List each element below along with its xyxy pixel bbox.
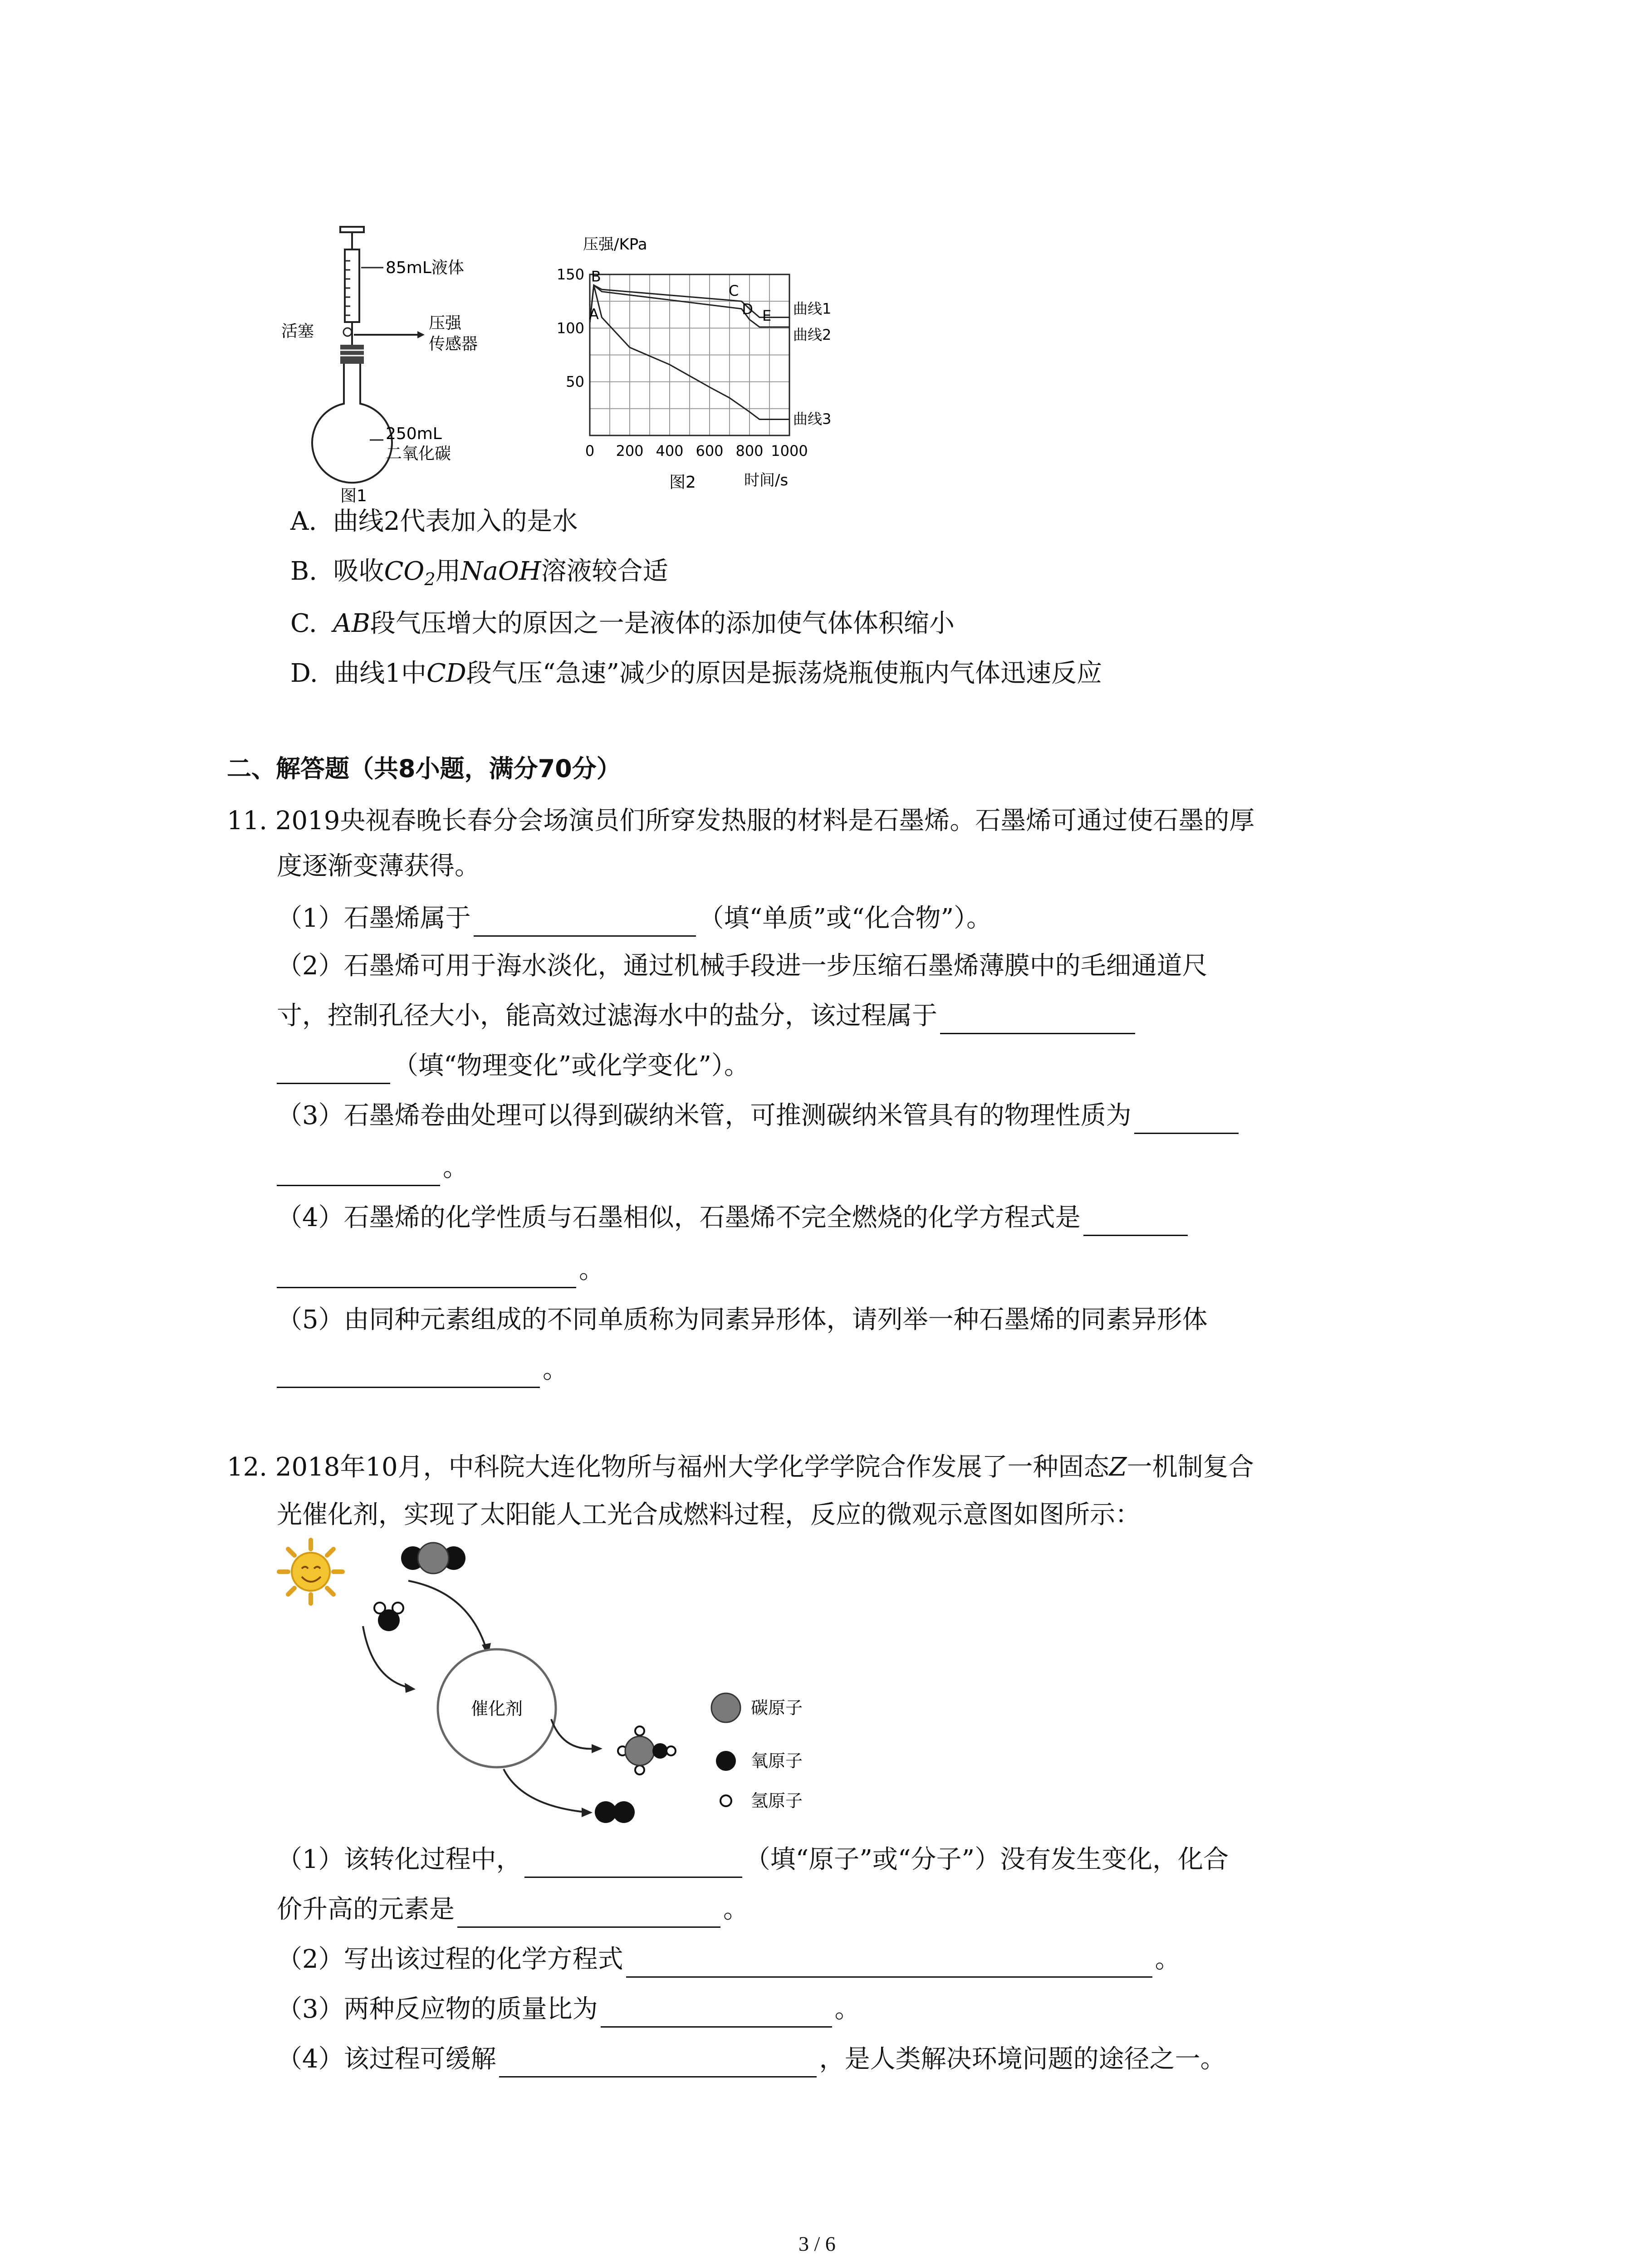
x-tick-label: 400 [656, 442, 684, 459]
sun-icon [279, 1540, 343, 1603]
y-axis-label: 压强/KPa [583, 235, 647, 254]
series-label: 曲线2 [793, 326, 832, 343]
o2-molecule [595, 1801, 635, 1823]
question-text: 寸，控制孔径大小，能高效过滤海水中的盐分，该过程属于 [277, 1001, 937, 1031]
question-text: 价升高的元素是 [277, 1895, 455, 1924]
q11-blank3a[interactable] [1134, 1106, 1239, 1134]
option-text: 吸收 [333, 557, 384, 586]
question-number: 11. [227, 806, 268, 836]
q12-blank4[interactable] [499, 2050, 817, 2077]
series-label: 曲线1 [793, 300, 832, 318]
q12-blank2[interactable] [626, 1950, 1152, 1978]
legend-oxygen-label: 氧原子 [751, 1751, 803, 1771]
x-tick-label: 0 [585, 442, 595, 459]
q11-blank3b[interactable] [277, 1158, 440, 1186]
question-text: 。 [543, 1355, 568, 1384]
x-tick-label: 1000 [771, 442, 808, 459]
option-text: 溶液较合适 [541, 557, 668, 586]
q11-part3-line2 [277, 1150, 468, 1186]
hydrogen-atom-icon [720, 1795, 731, 1806]
q11-part2-line1: （2）石墨烯可用于海水淡化，通过机械手段进一步压缩石墨烯薄膜中的毛细通道尺 [277, 951, 1208, 981]
option-text: 段气压增大的原因之一是液体的添加使气体体积缩小 [370, 609, 955, 638]
question-text: 。 [1155, 1945, 1181, 1974]
q11-part2-line2 [277, 998, 1138, 1034]
option-letter: A. [290, 507, 317, 536]
stopcock-label: 活塞 [281, 322, 314, 341]
catalyst-label: 催化剂 [470, 1699, 523, 1719]
x-tick-label: 200 [616, 442, 644, 459]
q12-stem-line2: 光催化剂，实现了太阳能人工光合成燃料过程，反应的微观示意图如图所示： [277, 1500, 1141, 1530]
q11-blank4a[interactable] [1083, 1208, 1188, 1236]
methanol-molecule [618, 1726, 676, 1774]
formula: CD [426, 659, 466, 688]
figure2-caption: 图2 [669, 473, 696, 492]
flask-gas-label: 二氧化碳 [386, 445, 451, 463]
option-text: 曲线2代表加入的是水 [333, 507, 578, 536]
y-tick-label: 150 [556, 266, 584, 283]
question-text: （3）石墨烯卷曲处理可以得到碳纳米管，可推测碳纳米管具有的物理性质为 [277, 1101, 1132, 1130]
q11-blank2a[interactable] [940, 1007, 1135, 1034]
sensor-label: 传感器 [429, 335, 478, 353]
point-label-e: E [762, 307, 772, 324]
carbon-atom-icon [711, 1693, 740, 1722]
formula: NaOH [460, 557, 541, 586]
point-label-d: D [742, 300, 753, 318]
h2o-molecule [374, 1603, 403, 1631]
y-tick-label: 50 [566, 373, 584, 391]
q11-blank1[interactable] [474, 909, 696, 937]
q12-stem-line1 [227, 1449, 1254, 1486]
chart-grid [590, 274, 789, 435]
question-text: （4）该过程可缓解 [277, 2044, 496, 2074]
q12-blank1b[interactable] [457, 1900, 720, 1928]
question-text: （1）该转化过程中， [277, 1845, 522, 1874]
q12-part4 [277, 2041, 1226, 2077]
flask-volume-label: 250mL [386, 425, 442, 443]
q12-part1-line1 [277, 1842, 1229, 1878]
co2-molecule [401, 1543, 465, 1574]
page-number: 3 / 6 [798, 2232, 836, 2255]
q12-part3 [277, 1991, 860, 2028]
question-text: （2）写出该过程的化学方程式 [277, 1945, 623, 1974]
question-text: 。 [723, 1895, 749, 1924]
option-letter: B. [290, 557, 317, 586]
section-title: 二、解答题（共8小题，满分70分） [227, 754, 621, 783]
option-letter: C. [290, 609, 317, 638]
point-label-c: C [729, 282, 739, 299]
q11-blank5[interactable] [277, 1360, 540, 1388]
q12-blank3[interactable] [601, 2000, 832, 2028]
q12-part2 [277, 1941, 1181, 1978]
pressure-time-chart [535, 222, 853, 513]
legend-carbon-label: 碳原子 [751, 1698, 803, 1718]
formula: Z [1109, 1452, 1127, 1482]
point-label-b: B [591, 268, 601, 285]
q11-part2-line3 [277, 1048, 749, 1084]
reaction-diagram [277, 1538, 867, 1828]
option-text: 曲线1中 [334, 659, 426, 688]
option-d [290, 655, 1102, 692]
option-b [290, 553, 668, 597]
question-text: 2019央视春晚长春分会场演员们所穿发热服的材料是石墨烯。石墨烯可通过使石墨的厚 [275, 806, 1255, 836]
y-tick-label: 100 [556, 319, 584, 337]
question-text: （1）石墨烯属于 [277, 904, 471, 933]
question-number: 12. [227, 1452, 268, 1482]
q11-part1 [277, 900, 992, 937]
x-axis-label: 时间/s [744, 471, 789, 489]
q12-blank1a[interactable] [524, 1850, 742, 1878]
formula: CO [384, 557, 425, 586]
option-c [290, 606, 955, 642]
question-text: （3）两种反应物的质量比为 [277, 1994, 598, 2024]
option-letter: D. [290, 659, 318, 688]
question-text: 2018年10月，中科院大连化物所与福州大学化学学院合作发展了一种固态 [275, 1452, 1109, 1482]
q11-part5-line2 [277, 1352, 568, 1388]
question-text: （4）石墨烯的化学性质与石墨相似，石墨烯不完全燃烧的化学方程式是 [277, 1203, 1081, 1232]
q11-part5-line1: （5）由同种元素组成的不同单质称为同素异形体，请列举一种石墨烯的同素异形体 [277, 1305, 1208, 1334]
oxygen-atom-icon [716, 1751, 736, 1771]
formula-subscript: 2 [424, 569, 436, 590]
point-label-a: A [589, 305, 599, 323]
question-text: ，是人类解决环境问题的途径之一。 [819, 2044, 1226, 2074]
x-tick-label: 600 [696, 442, 724, 459]
legend-hydrogen-label: 氢原子 [751, 1791, 803, 1811]
question-text: 。 [579, 1255, 604, 1285]
q11-part4-line2 [277, 1252, 604, 1288]
q11-part4-line1 [277, 1200, 1190, 1236]
series-label: 曲线3 [793, 410, 832, 428]
q11-blank4b[interactable] [277, 1261, 576, 1288]
option-text: 段气压“急速”减少的原因是振荡烧瓶使瓶内气体迅速反应 [466, 659, 1102, 688]
q11-stem-line2: 度逐渐变薄获得。 [277, 851, 480, 881]
pressure-label: 压强 [429, 314, 462, 332]
option-text: 用 [435, 557, 461, 586]
question-text: 。 [834, 1994, 860, 2024]
q12-part1-line2 [277, 1892, 749, 1928]
question-text: （填“单质”或“化合物”）。 [698, 904, 992, 933]
option-a [290, 503, 578, 540]
question-text: （填“物理变化”或化学变化”）。 [393, 1051, 749, 1080]
question-text: （填“原子”或“分子”）没有发生变化，化合 [745, 1845, 1229, 1874]
atom-legend [711, 1693, 803, 1811]
q11-part3-line1 [277, 1098, 1241, 1134]
liquid-label: 85mL液体 [386, 259, 464, 277]
question-text: 。 [443, 1153, 468, 1183]
question-text: 一机制复合 [1127, 1452, 1254, 1482]
figure1-caption: 图1 [340, 487, 367, 505]
q11-blank2b[interactable] [277, 1056, 390, 1084]
q11-stem-line1 [227, 803, 1254, 839]
x-tick-label: 800 [735, 442, 764, 459]
apparatus-figure [272, 218, 526, 517]
formula: AB [333, 609, 370, 638]
